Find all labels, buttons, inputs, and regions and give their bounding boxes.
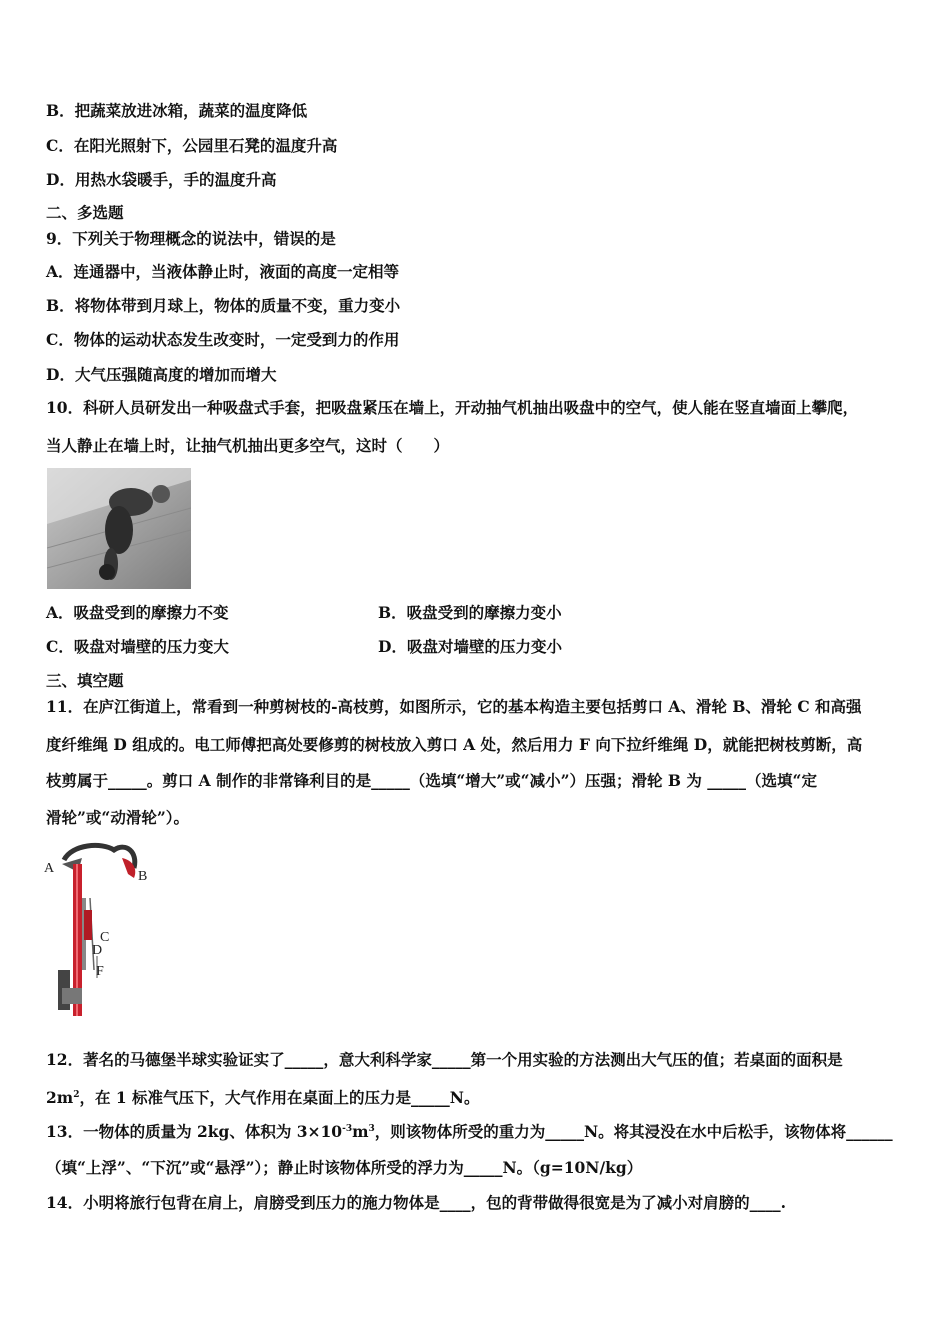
q9-option-a: A．连通器中，当液体静止时，液面的高度一定相等 (46, 262, 400, 281)
q11-line2: 度纤维绳 D 组成的。电工师傅把高处要修剪的树枝放入剪口 A 处，然后用力 F 向下拉纤维绳 D，就能把树枝剪断，高 (46, 735, 863, 754)
q8-option-c: C．在阳光照射下，公园里石凳的温度升高 (46, 136, 338, 155)
q10-option-a: A．吸盘受到的摩擦力不变 (46, 603, 229, 622)
q11-line4: 滑轮”或“动滑轮”）。 (46, 808, 189, 827)
q10-option-c: C．吸盘对墙壁的压力变大 (46, 637, 229, 656)
label-a: A (44, 861, 55, 876)
label-c: C (100, 930, 110, 945)
q10-option-b: B．吸盘受到的摩擦力变小 (378, 603, 562, 622)
climbing-glove-photo (47, 468, 191, 589)
q10-stem-line2: 当人静止在墙上时，让抽气机抽出更多空气，这时（ ） (46, 436, 450, 455)
q11-line1: 11．在庐江街道上，常看到一种剪树枝的-高枝剪，如图所示，它的基本构造主要包括剪口 A、滑轮 B、滑轮 C 和高强 (46, 697, 862, 716)
q11-line3: 枝剪属于_____。剪口 A 制作的非常锋利目的是_____（选填“增大”或“减小”）压强；滑轮 B 为 _____（选填“定 (46, 771, 817, 790)
label-d: D (92, 943, 103, 958)
label-f: F (96, 964, 104, 979)
q13-line2: （填“上浮”、“下沉”或“悬浮”）；静止时该物体所受的浮力为_____N。（g=10N/kg） (46, 1158, 643, 1177)
q12-line2: $2m^2$，在 1 标准气压下，大气作用在桌面上的压力是_____N。 (46, 1088, 480, 1107)
q10-option-d: D．吸盘对墙壁的压力变小 (378, 637, 562, 656)
section-title-multiple-choice: 二、多选题 (46, 203, 124, 222)
q12-line1: 12．著名的马德堡半球实验证实了_____，意大利科学家_____第一个用实验的方法测出大气压的值；若桌面的面积是 (46, 1050, 843, 1069)
q14-line1: 14．小明将旅行包背在肩上，肩膀受到压力的施力物体是____，包的背带做得很宽是为了减小对肩膀的____. (46, 1193, 786, 1212)
q9-stem: 9．下列关于物理概念的说法中，错误的是 (46, 229, 336, 248)
label-b: B (138, 869, 148, 884)
q9-option-b: B．将物体带到月球上，物体的质量不变，重力变小 (46, 296, 401, 315)
q9-option-c: C．物体的运动状态发生改变时，一定受到力的作用 (46, 330, 400, 349)
q8-option-b: B．把蔬菜放进冰箱，蔬菜的温度降低 (46, 101, 308, 120)
q9-option-d: D．大气压强随高度的增加而增大 (46, 365, 277, 384)
q8-option-d: D．用热水袋暖手，手的温度升高 (46, 170, 277, 189)
q13-line1: 13．一物体的质量为 2kg、体积为 $3\times 10^{-3}m^3$，则该物体所受的重力为_____N。将其浸没在水中后松手，该物体将______ (46, 1122, 893, 1141)
section-title-fill-in: 三、填空题 (46, 671, 124, 690)
q10-stem-line1: 10．科研人员研发出一种吸盘式手套，把吸盘紧压在墙上，开动抽气机抽出吸盘中的空气，使人能在竖直墙面上攀爬， (46, 398, 859, 417)
pole-pruner-figure (42, 838, 162, 1026)
